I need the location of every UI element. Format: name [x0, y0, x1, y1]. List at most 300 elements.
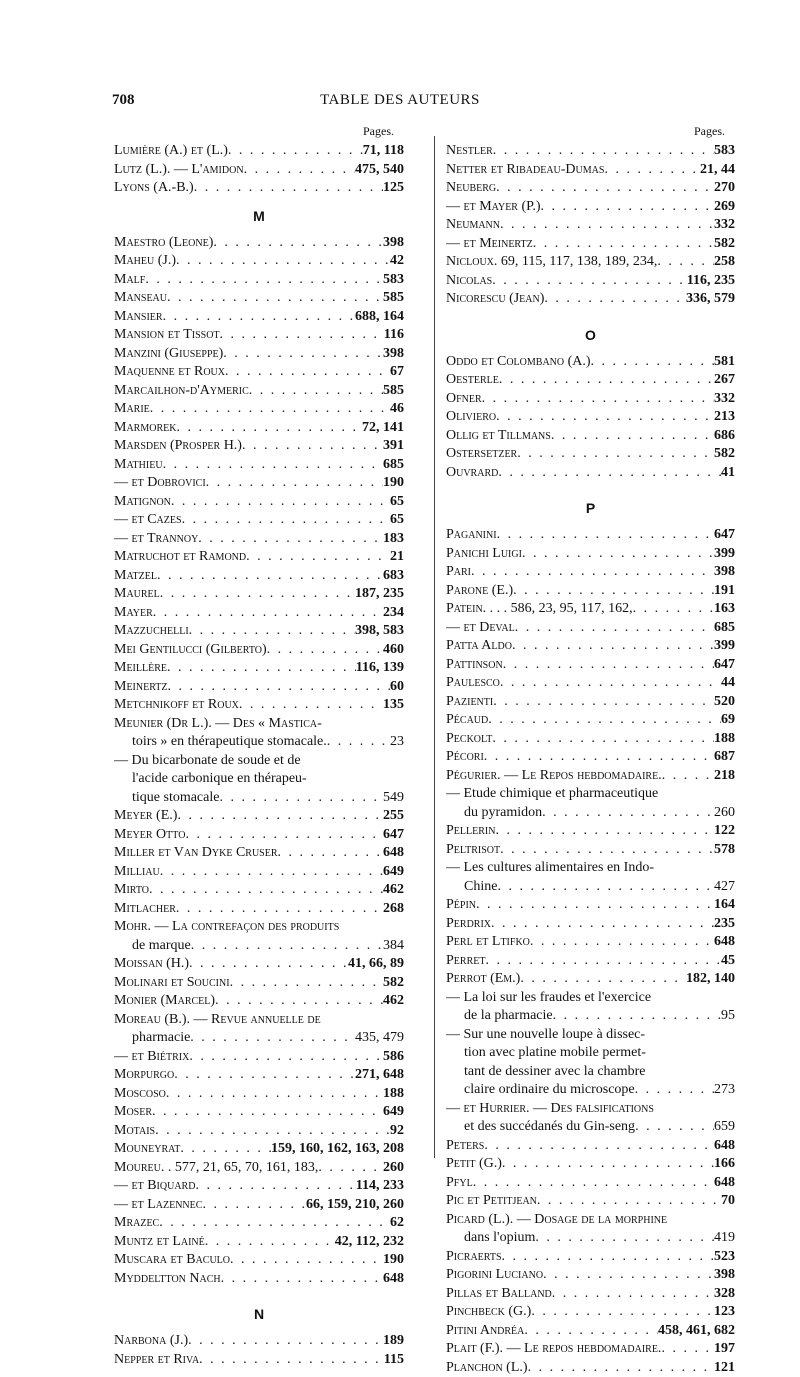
index-entry — [114, 1159, 404, 1178]
entry-name: Moureu. . 577, 21, 65, 70, 161, 183, — [114, 1159, 318, 1178]
dot-leader — [176, 419, 362, 438]
entry-pages: 648 — [714, 933, 735, 952]
entry-pages: 46 — [390, 400, 404, 419]
entry-name: Maurel — [114, 585, 160, 604]
entry-name: Perret — [446, 952, 485, 971]
index-entry — [114, 437, 404, 456]
index-entry — [114, 142, 404, 161]
entry-pages: 267 — [714, 371, 735, 390]
index-entry — [446, 464, 735, 483]
dot-leader — [206, 474, 383, 493]
entry-name: Ouvrard — [446, 464, 498, 483]
entry-pages: 688, 164 — [355, 308, 404, 327]
index-entry: claire ordinaire du microscope . . . 273 — [446, 1081, 735, 1100]
index-entry — [446, 526, 735, 545]
entry-pages: 458, 461, 682 — [658, 1322, 735, 1341]
entry-pages: 159, 160, 162, 163, 208 — [271, 1140, 404, 1159]
index-entry — [114, 992, 404, 1011]
index-entry: Chine . . . 427 — [446, 878, 735, 897]
entry-name: Moissan (H.) — [114, 955, 189, 974]
index-entry — [114, 826, 404, 845]
entry-name: Meinertz — [114, 678, 168, 697]
entry-pages: 66, 159, 210, 260 — [306, 1196, 404, 1215]
dot-leader — [493, 142, 714, 161]
dot-leader — [194, 179, 383, 198]
entry-pages: 583 — [383, 271, 404, 290]
dot-leader — [524, 1322, 658, 1341]
entry-name: — et Lazennec — [114, 1196, 202, 1215]
dot-leader — [249, 382, 383, 401]
entry-pages: 42 — [390, 252, 404, 271]
section-heading-p: P — [446, 482, 735, 526]
entry-pages: 648 — [383, 844, 404, 863]
dot-leader — [503, 656, 714, 675]
index-entry: — Etude chimique et pharmaceutique — [446, 785, 735, 804]
index-entry — [114, 1177, 404, 1196]
index-entry — [446, 600, 735, 619]
dot-leader — [230, 974, 383, 993]
entry-name: Oliviero — [446, 408, 496, 427]
dot-leader — [278, 844, 383, 863]
entry-name: Matignon — [114, 493, 171, 512]
dot-leader — [223, 345, 383, 364]
entry-pages: 164 — [714, 896, 735, 915]
entry-pages: 190 — [383, 1251, 404, 1270]
entry-name: Oddo et Colombano (A.) — [446, 353, 591, 372]
entries-p4 — [446, 1137, 735, 1211]
index-entry — [114, 1233, 404, 1252]
entry-pages: 116, 235 — [687, 272, 735, 291]
entry-name: Patein. . . . 586, 23, 95, 117, 162, — [446, 600, 633, 619]
dot-leader — [473, 1174, 714, 1193]
entry-name: Pépin — [446, 896, 476, 915]
index-entry — [114, 678, 404, 697]
entries-p6 — [446, 1359, 735, 1377]
entry-pages: 234 — [383, 604, 404, 623]
index-entry — [114, 382, 404, 401]
dot-leader — [497, 526, 714, 545]
index-entry — [114, 326, 404, 345]
entry-name: Moser — [114, 1103, 152, 1122]
index-entry — [446, 619, 735, 638]
dot-leader — [499, 371, 714, 390]
index-entry — [114, 289, 404, 308]
entry-pages: 191 — [714, 582, 735, 601]
dot-leader — [502, 1155, 714, 1174]
dot-leader — [160, 585, 355, 604]
entry-pages: 21, 44 — [700, 161, 735, 180]
dot-leader — [512, 637, 714, 656]
entry-pages: 685 — [383, 456, 404, 475]
index-entry — [446, 427, 735, 446]
dot-leader — [195, 1177, 355, 1196]
entry-pages: 647 — [714, 526, 735, 545]
index-entry — [114, 363, 404, 382]
entry-pages: 582 — [714, 235, 735, 254]
index-entry — [446, 730, 735, 749]
entry-name: Mansier — [114, 308, 163, 327]
index-entry — [114, 1140, 404, 1159]
dot-leader — [189, 622, 355, 641]
entry-name: Paulesco — [446, 674, 500, 693]
index-entry — [114, 696, 404, 715]
entries-m4 — [114, 1048, 404, 1289]
index-entry — [446, 915, 735, 934]
dot-leader — [221, 1270, 383, 1289]
entry-name: Mei Gentilucci (Gilberto) — [114, 641, 267, 660]
dot-leader — [492, 272, 687, 291]
dot-leader — [502, 1248, 714, 1267]
dot-leader — [157, 567, 383, 586]
index-entry — [114, 1251, 404, 1270]
entry-pages: 336, 579 — [686, 290, 735, 309]
entry-name: Muntz et Lainé — [114, 1233, 205, 1252]
entry-pages: 21 — [390, 548, 404, 567]
entry-name: Picraerts — [446, 1248, 502, 1267]
index-entry — [446, 216, 735, 235]
entry-pages: 69 — [721, 711, 735, 730]
entry-pages: 258 — [714, 253, 735, 272]
entry-name: Metchnikoff et Roux — [114, 696, 239, 715]
dot-leader — [176, 900, 383, 919]
entry-pages: 462 — [383, 881, 404, 900]
dot-leader — [267, 641, 383, 660]
entry-name: Moscoso — [114, 1085, 166, 1104]
entries-p2 — [446, 822, 735, 859]
entry-name: Pinchbeck (G.) — [446, 1303, 531, 1322]
entry-name: Peters — [446, 1137, 484, 1156]
entry-name: Neumann — [446, 216, 500, 235]
entry-pages: 332 — [714, 390, 735, 409]
entries-p5 — [446, 1248, 735, 1341]
index-entry — [114, 1103, 404, 1122]
entry-pages: 62 — [390, 1214, 404, 1233]
entry-pages: 135 — [383, 696, 404, 715]
index-entry: Meunier (Dr L.). — Des « Mastica- — [114, 715, 404, 734]
index-entry — [114, 955, 404, 974]
entry-name: Pazienti — [446, 693, 493, 712]
index-entry: dans l'opium . . . 419 — [446, 1229, 735, 1248]
index-entry — [446, 1266, 735, 1285]
index-entry — [446, 656, 735, 675]
entry-pages: 398, 583 — [355, 622, 404, 641]
entry-pages: 255 — [383, 807, 404, 826]
entry-pages: 462 — [383, 992, 404, 1011]
entry-name: Lumière (A.) et (L.) — [114, 142, 228, 161]
entry-name: Miller et Van Dyke Cruser — [114, 844, 278, 863]
entry-pages: 582 — [383, 974, 404, 993]
entry-name: Marmorek — [114, 419, 176, 438]
entry-pages: 72, 141 — [362, 419, 404, 438]
entry-name: Meyer (E.) — [114, 807, 177, 826]
entry-pages: 189 — [383, 1332, 404, 1351]
dot-leader — [552, 1285, 714, 1304]
entry-pages: 685 — [714, 619, 735, 638]
dot-leader — [163, 456, 383, 475]
entry-name: Nicloux. 69, 115, 117, 138, 189, 234, — [446, 253, 657, 272]
entry-name: Pari — [446, 563, 471, 582]
index-entry — [114, 585, 404, 604]
dot-leader — [543, 1266, 714, 1285]
dot-leader — [230, 1251, 383, 1270]
dot-leader — [152, 1103, 383, 1122]
entry-name: Mazzuchelli — [114, 622, 189, 641]
dot-leader — [150, 400, 390, 419]
entry-name: Ostersetzer — [446, 445, 517, 464]
entry-pages: 42, 112, 232 — [335, 1233, 404, 1252]
index-entry — [446, 711, 735, 730]
entry-pages: 269 — [714, 198, 735, 217]
entries-m — [114, 234, 404, 715]
entry-name: Parone (E.) — [446, 582, 513, 601]
index-entry — [114, 604, 404, 623]
entry-pages: 163 — [714, 600, 735, 619]
entry-pages: 114, 233 — [356, 1177, 404, 1196]
entry-pages: 399 — [714, 545, 735, 564]
index-entry — [114, 161, 404, 180]
index-entry — [446, 545, 735, 564]
entry-pages: 398 — [714, 563, 735, 582]
entry-name: — et Biquard — [114, 1177, 195, 1196]
entry-name: Planchon (L.) — [446, 1359, 528, 1377]
index-entry — [446, 748, 735, 767]
dot-leader — [530, 933, 714, 952]
index-entry — [446, 841, 735, 860]
index-entry — [114, 659, 404, 678]
index-entry — [446, 1174, 735, 1193]
entry-pages: 187, 235 — [355, 585, 404, 604]
dot-leader — [604, 161, 700, 180]
entry-name: Ollig et Tillmans — [446, 427, 551, 446]
dot-leader — [515, 619, 714, 638]
entry-pages: 586 — [383, 1048, 404, 1067]
entry-name: Pécori — [446, 748, 484, 767]
index-entry — [446, 290, 735, 309]
entry-pages: 67 — [390, 363, 404, 382]
entry-pages: 520 — [714, 693, 735, 712]
index-entry — [114, 974, 404, 993]
index-entry — [114, 493, 404, 512]
dot-leader — [498, 464, 721, 483]
entry-pages: 115 — [384, 1351, 404, 1370]
index-entry: Mohr. — La contrefaçon des produits — [114, 918, 404, 937]
dot-leader — [167, 659, 356, 678]
entry-name: Pécaud — [446, 711, 488, 730]
dot-leader — [168, 678, 390, 697]
index-entry — [446, 1303, 735, 1322]
entries-p — [446, 526, 735, 767]
entry-name: Maquenne et Roux — [114, 363, 225, 382]
entry-pages: 398 — [714, 1266, 735, 1285]
entry-pages: 647 — [714, 656, 735, 675]
entry-name: Netter et Ribadeau-Dumas — [446, 161, 604, 180]
entry-pages: 121 — [714, 1359, 735, 1377]
entry-name: Matzel — [114, 567, 157, 586]
dot-leader — [500, 216, 714, 235]
entry-pages: 260 — [383, 1159, 404, 1178]
entry-pages: 398 — [383, 345, 404, 364]
dot-leader — [185, 826, 383, 845]
index-entry — [114, 622, 404, 641]
index-entry — [446, 1285, 735, 1304]
dot-leader — [484, 1137, 714, 1156]
entry-name: — et Biétrix — [114, 1048, 189, 1067]
entry-name: — et Trannoy — [114, 530, 198, 549]
dot-leader — [591, 353, 714, 372]
dot-leader — [500, 674, 721, 693]
entry-pages: 65 — [390, 511, 404, 530]
dot-leader — [492, 730, 714, 749]
entry-name: Manzini (Giuseppe) — [114, 345, 223, 364]
entries-n-right — [446, 142, 735, 309]
entry-pages: 582 — [714, 445, 735, 464]
entry-pages: 649 — [383, 863, 404, 882]
dot-leader — [198, 530, 383, 549]
index-entry — [114, 234, 404, 253]
index-entry — [114, 548, 404, 567]
entry-pages: 585 — [383, 289, 404, 308]
dot-leader — [177, 807, 383, 826]
dot-leader — [318, 1159, 383, 1178]
left-column — [114, 124, 404, 1369]
entry-pages: 686 — [714, 427, 735, 446]
entry-name: Petit (G.) — [446, 1155, 502, 1174]
index-entry — [114, 641, 404, 660]
entry-name: Mitlacher — [114, 900, 176, 919]
entry-name: Matruchot et Ramond — [114, 548, 246, 567]
index-entry — [446, 693, 735, 712]
index-entry — [446, 933, 735, 952]
entry-pages: 268 — [383, 900, 404, 919]
dot-leader — [244, 161, 355, 180]
dot-leader — [551, 427, 714, 446]
entry-name: Nestler — [446, 142, 493, 161]
index-entry: toirs » en thérapeutique stomacale. . . . 23 — [114, 733, 404, 752]
index-entry — [446, 970, 735, 989]
entry-name: — et Cazes — [114, 511, 182, 530]
index-entry — [446, 161, 735, 180]
dot-leader — [215, 992, 383, 1011]
entry-name: Panichi Luigi — [446, 545, 522, 564]
entry-pages: 683 — [383, 567, 404, 586]
index-entry — [446, 563, 735, 582]
entry-name: Maheu (J.) — [114, 252, 176, 271]
entry-name: Motais — [114, 1122, 155, 1141]
index-entry — [446, 1248, 735, 1267]
dot-leader — [167, 289, 383, 308]
pages-label: Pages. — [114, 124, 404, 142]
index-entry — [114, 252, 404, 271]
section-heading-n: N — [114, 1288, 404, 1332]
index-entry: tion avec platine mobile permet- — [446, 1044, 735, 1063]
index-entry — [446, 582, 735, 601]
entry-name: Pellerin — [446, 822, 495, 841]
dot-leader — [496, 179, 714, 198]
entry-name: Mayer — [114, 604, 153, 623]
dot-leader — [225, 363, 390, 382]
entry-pages: 44 — [721, 674, 735, 693]
entry-pages: 581 — [714, 353, 735, 372]
index-entry — [446, 142, 735, 161]
index-entry — [114, 308, 404, 327]
entry-name: Myddeltton Nach — [114, 1270, 221, 1289]
entry-pages: 45 — [721, 952, 735, 971]
entry-pages: 523 — [714, 1248, 735, 1267]
section-heading-o: O — [446, 309, 735, 353]
entry-name: Marsden (Prosper H.) — [114, 437, 242, 456]
entry-pages: 460 — [383, 641, 404, 660]
dot-leader — [176, 252, 390, 271]
index-entry: Moreau (B.). — Revue annuelle de — [114, 1011, 404, 1030]
entry-pages: 391 — [383, 437, 404, 456]
page-header — [0, 92, 800, 114]
entry-pages: 399 — [714, 637, 735, 656]
index-entry — [114, 1270, 404, 1289]
entry-pages: 583 — [714, 142, 735, 161]
dot-leader — [485, 952, 721, 971]
entry-pages: 65 — [390, 493, 404, 512]
index-entry — [446, 1322, 735, 1341]
entry-name: — et Mayer (P.) — [446, 198, 541, 217]
entry-name: Lyons (A.-B.) — [114, 179, 194, 198]
entry-pages: 648 — [714, 1174, 735, 1193]
entry-pages: 41 — [721, 464, 735, 483]
index-entry — [114, 863, 404, 882]
dot-leader — [155, 1122, 390, 1141]
pages-label: Pages. — [446, 124, 735, 142]
index-entry — [446, 371, 735, 390]
index-entry: Plait (F.). — Le repos hebdomadaire. . . . 197 — [446, 1340, 735, 1359]
entry-pages: 648 — [383, 1270, 404, 1289]
index-entry — [446, 1359, 735, 1377]
index-entry — [114, 345, 404, 364]
entry-name: Meillère — [114, 659, 167, 678]
entry-name: Milliau — [114, 863, 160, 882]
index-entry — [446, 179, 735, 198]
entry-name: Lutz (L.). — L'amidon — [114, 161, 244, 180]
index-entry: — La loi sur les fraudes et l'exercice — [446, 989, 735, 1008]
index-entry — [446, 272, 735, 291]
index-entry: pharmacie . . . 435, 479 — [114, 1029, 404, 1048]
dot-leader — [528, 1359, 714, 1377]
index-entry — [114, 1085, 404, 1104]
entries-a — [114, 142, 404, 198]
entry-name: Pigorini Luciano — [446, 1266, 543, 1285]
dot-leader — [171, 493, 390, 512]
index-entry — [446, 1137, 735, 1156]
dot-leader — [160, 863, 383, 882]
entry-name: Pic et Petitjean — [446, 1192, 537, 1211]
entries-m3 — [114, 955, 404, 1011]
entry-name: Mouneyrat — [114, 1140, 180, 1159]
dot-leader — [189, 1048, 383, 1067]
index-entry — [446, 1192, 735, 1211]
section-heading-m: M — [114, 198, 404, 234]
entry-name: Morpurgo — [114, 1066, 174, 1085]
index-entry — [446, 408, 735, 427]
page-number: 708 — [112, 92, 135, 109]
entry-pages: 188 — [714, 730, 735, 749]
dot-leader — [205, 1233, 335, 1252]
dot-leader — [513, 582, 714, 601]
dot-leader — [537, 1192, 721, 1211]
entry-name: Mansion et Tissot — [114, 326, 220, 345]
dot-leader — [180, 1140, 271, 1159]
entry-name: Pillas et Balland — [446, 1285, 552, 1304]
index-entry — [446, 1155, 735, 1174]
dot-leader — [520, 970, 686, 989]
entry-pages: 125 — [383, 179, 404, 198]
